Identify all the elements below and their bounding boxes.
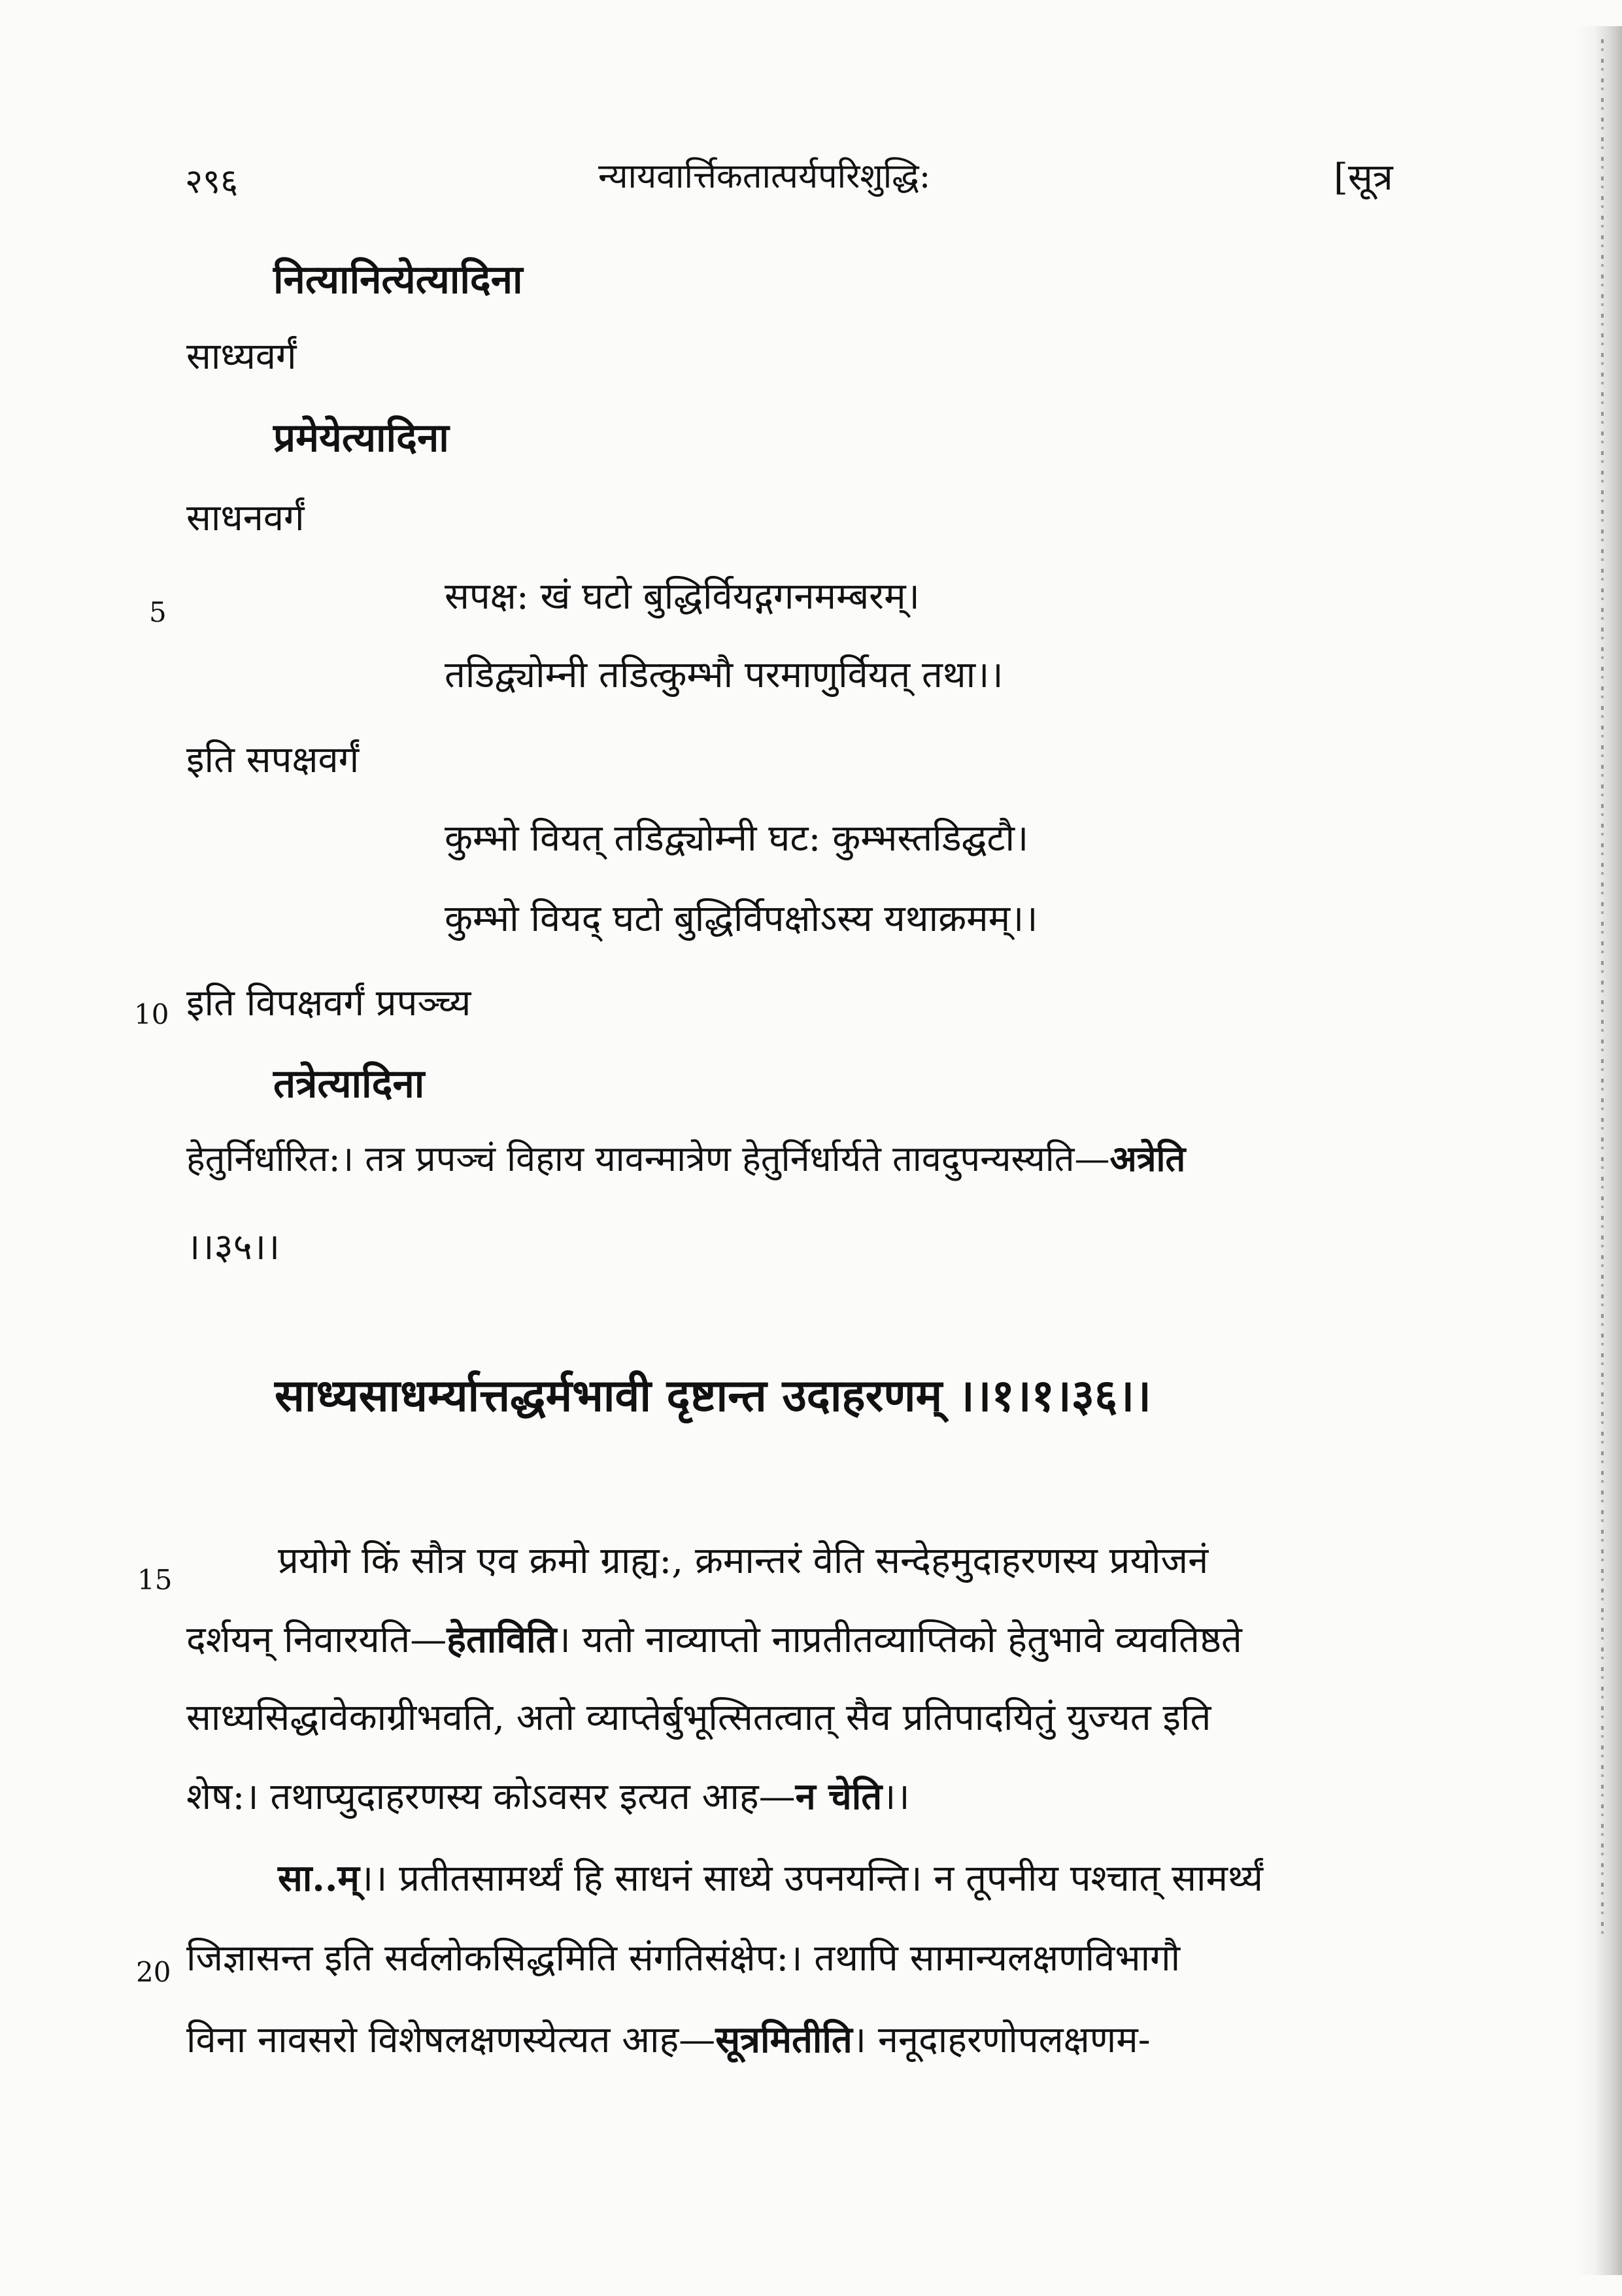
verse-line-3: कुम्भो वियत् तडिद्व्योम्नी घट: कुम्भस्तडिद्घटौ। bbox=[445, 817, 1029, 860]
sutra-heading: साध्यसाधर्म्यात्तद्धर्मभावी दृष्टान्त उदाहरणम् ।।१।१।३६।। bbox=[275, 1370, 1151, 1422]
text-line-tatretyadina: तत्रेत्यादिना bbox=[273, 1061, 425, 1107]
bold-keyword-na-cheti: न चेति bbox=[795, 1775, 883, 1818]
text-line-sadhanavarga: साधनवर्गं bbox=[186, 497, 305, 539]
bold-keyword-hetaviti: हेताविति bbox=[447, 1618, 557, 1661]
bold-keyword-sutramititi: सूत्रमितीति bbox=[715, 2018, 853, 2061]
verse-number-35: ।।३५।। bbox=[186, 1226, 280, 1268]
running-title: न्यायवार्त्तिकतात्पर्यपरिशुद्धि: bbox=[598, 157, 931, 196]
verse-line-2: तडिद्व्योम्नी तडित्कुम्भौ परमाणुर्वियत् तथा।। bbox=[445, 654, 1004, 696]
text-segment: ।। प्रतीतसामर्थ्यं हि साधनं साध्ये उपनयन्ति। न तूपनीय पश्चात् सामर्थ्यं bbox=[359, 1857, 1264, 1900]
para1-line-2 bbox=[186, 1618, 1242, 1661]
text-segment: दर्शयन् निवारयति— bbox=[186, 1619, 447, 1661]
para1-line-1: प्रयोगे किं सौत्र एव क्रमो ग्राह्य:, क्रमान्तरं वेति सन्देहमुदाहरणस्य प्रयोजनं bbox=[278, 1540, 1209, 1582]
para1-line-4 bbox=[186, 1775, 910, 1818]
bold-keyword-sa-m: सा..म् bbox=[278, 1857, 360, 1900]
text-segment: । ननूदाहरणोपलक्षणम- bbox=[852, 2019, 1151, 2061]
line-number-15: 15 bbox=[137, 1564, 173, 1596]
bold-keyword-atreti: अत्रेति bbox=[1109, 1138, 1186, 1179]
binding-shadow bbox=[1576, 26, 1622, 2275]
line-number-5: 5 bbox=[149, 596, 167, 628]
text-segment: ।। bbox=[882, 1776, 910, 1818]
para2-line-1 bbox=[278, 1857, 1264, 1900]
text-line-sadhyavarga: साध्यवर्गं bbox=[186, 335, 297, 378]
verse-line-4: कुम्भो वियद् घटो बुद्धिर्विपक्षोऽस्य यथाक्रमम्।। bbox=[445, 898, 1038, 940]
section-marker: [सूत्र bbox=[1334, 156, 1393, 199]
line-number-20: 20 bbox=[136, 1956, 171, 1988]
text-line-vipakshavarga: इति विपक्षवर्गं प्रपञ्च्य bbox=[186, 982, 471, 1024]
para1-line-3: साध्यसिद्धावेकाग्रीभवति, अतो व्याप्तेर्बुभूत्सितत्वात् सैव प्रतिपादयितुं युज्यत इति bbox=[186, 1697, 1211, 1739]
verse-line-1: सपक्ष: खं घटो बुद्धिर्वियद्गगनमम्बरम्। bbox=[445, 575, 920, 618]
text-line-prameya: प्रमेयेत्यादिना bbox=[273, 415, 449, 461]
text-segment: शेष:। तथाप्युदाहरणस्य कोऽवसर इत्यत आह— bbox=[186, 1776, 796, 1818]
text-line-nityanitya: नित्यानित्येत्यादिना bbox=[273, 257, 523, 303]
binding-edge-marks bbox=[1601, 39, 1604, 1935]
text-segment: । यतो नाव्याप्तो नाप्रतीतव्याप्तिको हेतुभावे व्यवतिष्ठते bbox=[556, 1619, 1242, 1661]
text-line-heturnirdharita bbox=[186, 1138, 1186, 1179]
text-segment: हेतुर्निर्धारित:। तत्र प्रपञ्चं विहाय यावन्मात्रेण हेतुर्निर्धार्यते तावदुपन्यस्यति— bbox=[186, 1138, 1110, 1179]
line-number-10: 10 bbox=[134, 998, 169, 1030]
page-number: २९६ bbox=[185, 162, 239, 201]
para2-line-2: जिज्ञासन्त इति सर्वलोकसिद्धमिति संगतिसंक्षेप:। तथापि सामान्यलक्षणविभागौ bbox=[186, 1937, 1181, 1980]
para2-line-3 bbox=[186, 2018, 1151, 2061]
text-line-sapakshavarga: इति सपक्षवर्गं bbox=[186, 739, 360, 781]
text-segment: विना नावसरो विशेषलक्षणस्येत्यत आह— bbox=[186, 2019, 716, 2061]
